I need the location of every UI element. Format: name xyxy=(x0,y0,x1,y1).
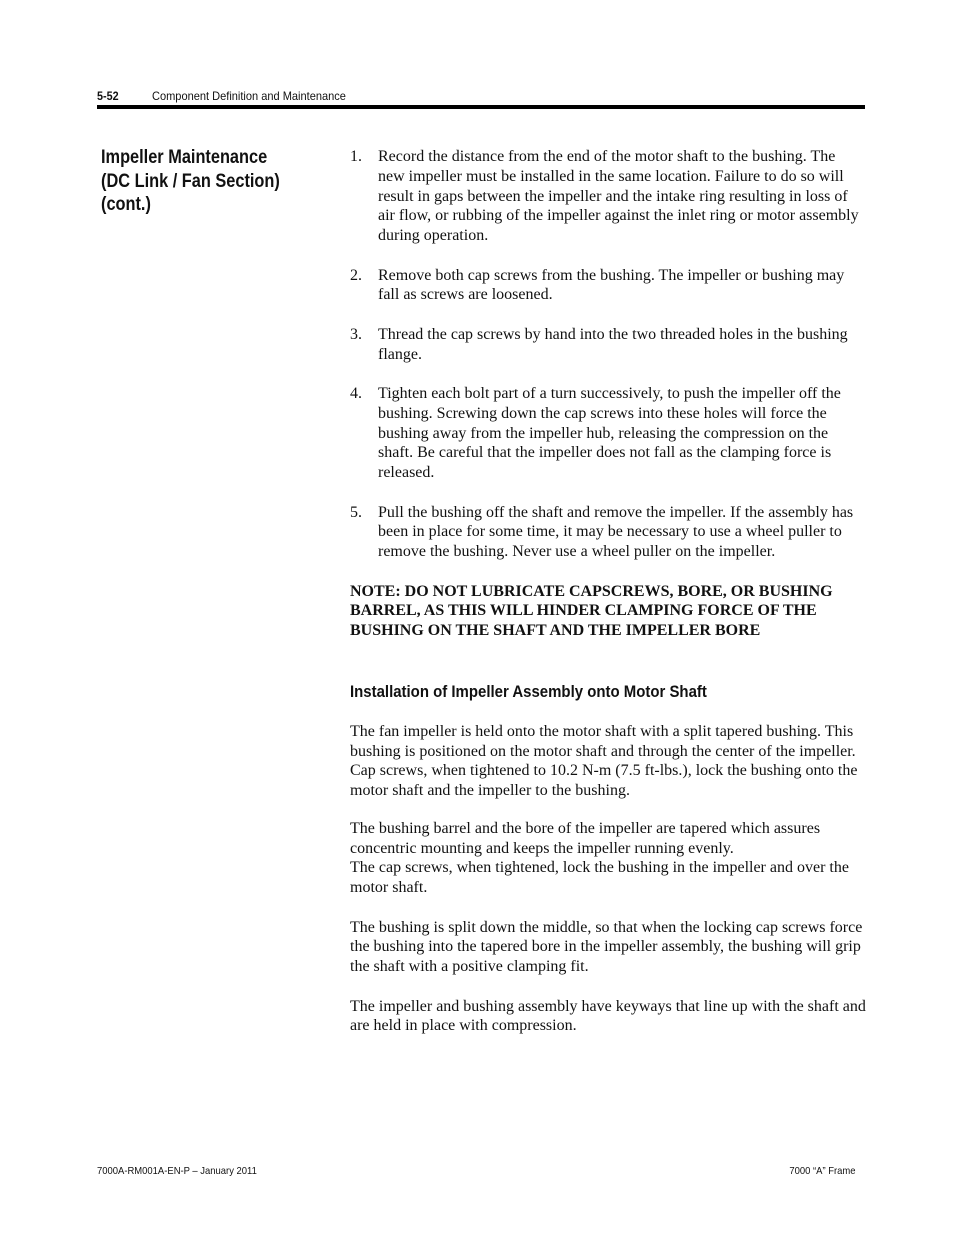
header-section-title: Component Definition and Maintenance xyxy=(152,89,346,103)
installation-paragraph-1: The fan impeller is held onto the motor shaft with a split tapered bushing. This bushing is positioned on the motor shaft and through the center of the impeller. Cap screws, when tightened to 10.2 N-m (7.5 ft-lbs.), lock the bushing onto the motor shaft and the impeller to the bushing. xyxy=(350,722,858,800)
step-item xyxy=(350,503,866,562)
installation-paragraph-2-line-a: The bushing barrel and the bore of the impeller are tapered which assures concentric mounting and keeps the impeller running evenly. xyxy=(350,819,821,857)
step-text: Record the distance from the end of the motor shaft to the bushing. The new impeller must be installed in the same location. Failure to do so will result in gaps between the impeller and the intake ring resulting in loss of air flow, or rubbing of the impeller against the inlet ring or motor assembly during operation. xyxy=(378,148,859,245)
footer-document-id: 7000A-RM001A-EN-P – January 2011 xyxy=(97,1165,257,1177)
step-item xyxy=(350,325,866,365)
step-number: 2. xyxy=(350,266,362,284)
step-text: Tighten each bolt part of a turn successively, to push the impeller off the bushing. Screwing down the cap screws into these holes will force the bushing away from the impeller hub, releasing the compression on the shaft. Be careful that the impeller does not fall as the clamping force is released. xyxy=(378,384,841,482)
step-item xyxy=(350,266,866,306)
step-text: Pull the bushing off the shaft and remove the impeller. If the assembly has been in place for some time, it may be necessary to use a wheel puller to remove the bushing. Never use a wheel puller on the impeller. xyxy=(378,503,854,561)
footer-product-name: 7000 “A” Frame xyxy=(789,1165,856,1177)
procedure-steps xyxy=(350,147,866,562)
step-number: 4. xyxy=(350,384,362,402)
side-heading-line-2: (DC Link / Fan Section) xyxy=(101,170,280,192)
header-rule xyxy=(97,105,865,109)
installation-paragraph-4: The impeller and bushing assembly have keyways that line up with the shaft and are held in place with compression. xyxy=(350,997,866,1035)
side-heading xyxy=(101,146,307,217)
step-text: Remove both cap screws from the bushing. The impeller or bushing may fall as screws are loosened. xyxy=(378,266,845,304)
step-number: 5. xyxy=(350,503,362,521)
step-item xyxy=(350,384,866,483)
step-item xyxy=(350,147,866,246)
installation-heading: Installation of Impeller Assembly onto Motor Shaft xyxy=(350,681,707,701)
step-number: 3. xyxy=(350,325,362,343)
header-page-number: 5-52 xyxy=(97,89,119,103)
step-number: 1. xyxy=(350,148,362,165)
installation-paragraph-3: The bushing is split down the middle, so that when the locking cap screws force the bushing into the tapered bore in the impeller assembly, the bushing will grip the shaft with a positive clamping fit. xyxy=(350,918,863,976)
side-heading-line-1: Impeller Maintenance xyxy=(101,147,268,168)
step-text: Thread the cap screws by hand into the two threaded holes in the bushing flange. xyxy=(378,325,848,363)
installation-paragraph-2 xyxy=(350,819,866,898)
main-content xyxy=(350,147,866,1054)
installation-paragraph-2-line-b: The cap screws, when tightened, lock the bushing in the impeller and over the motor shaft. xyxy=(350,859,849,897)
side-heading-line-3: (cont.) xyxy=(101,194,151,215)
caution-note: NOTE: DO NOT LUBRICATE CAPSCREWS, BORE, OR BUSHING BARREL, AS THIS WILL HINDER CLAMPING FORCE OF THE BUSHING ON THE SHAFT AND THE IMPELLER BORE xyxy=(350,582,833,640)
